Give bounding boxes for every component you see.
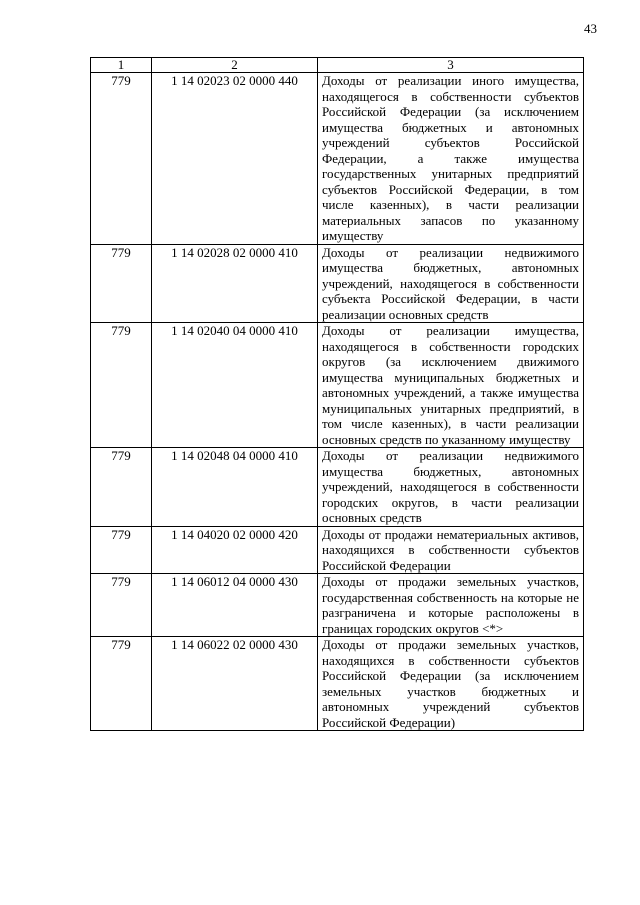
budget-classification-code-cell: 1 14 06022 02 0000 430 <box>152 637 318 731</box>
admin-code-cell: 779 <box>91 73 152 245</box>
revenue-name-cell: Доходы от реализации иного имущества, находящегося в собственности субъектов Российской Федерации (за исключением имущества бюджетных и автономных учреждений субъектов Российской Федерации, а также имущества государственных унитарных предприятий субъектов Российской Федерации, в том числе казенных), в части реализации материальных запасов по указанному имуществу <box>318 73 584 245</box>
table-row <box>91 448 584 527</box>
revenue-name-cell: Доходы от реализации имущества, находящегося в собственности городских округов (за исключением движимого имущества муниципальных бюджетных и автономных учреждений, а также имущества муниципальных унитарных предприятий, в том числе казенных), в части реализации основных средств по указанному имуществу <box>318 323 584 448</box>
table-row <box>91 526 584 574</box>
revenue-name-cell: Доходы от продажи нематериальных активов, находящихся в собственности субъектов Российской Федерации <box>318 526 584 574</box>
revenue-name-cell: Доходы от реализации недвижимого имущества бюджетных, автономных учреждений, находящегося в собственности субъекта Российской Федерации, в части реализации основных средств <box>318 244 584 323</box>
budget-classification-code-cell: 1 14 02023 02 0000 440 <box>152 73 318 245</box>
budget-classification-code-cell: 1 14 06012 04 0000 430 <box>152 574 318 637</box>
budget-classification-code-cell: 1 14 02048 04 0000 410 <box>152 448 318 527</box>
column-number-2: 2 <box>152 58 318 73</box>
admin-code-cell: 779 <box>91 323 152 448</box>
table-row <box>91 637 584 731</box>
budget-classification-code-cell: 1 14 04020 02 0000 420 <box>152 526 318 574</box>
table-row <box>91 323 584 448</box>
table-row <box>91 244 584 323</box>
page-number: 43 <box>584 21 597 36</box>
admin-code-cell: 779 <box>91 637 152 731</box>
budget-classification-code-cell: 1 14 02040 04 0000 410 <box>152 323 318 448</box>
admin-code-cell: 779 <box>91 526 152 574</box>
revenue-name-cell: Доходы от продажи земельных участков, находящихся в собственности субъектов Российской Федерации (за исключением земельных участков бюджетных и автономных учреждений субъектов Российской Федерации) <box>318 637 584 731</box>
admin-code-cell: 779 <box>91 448 152 527</box>
admin-code-cell: 779 <box>91 244 152 323</box>
table-row <box>91 73 584 245</box>
budget-classification-code-cell: 1 14 02028 02 0000 410 <box>152 244 318 323</box>
column-number-1: 1 <box>91 58 152 73</box>
column-number-3: 3 <box>318 58 584 73</box>
revenue-name-cell: Доходы от реализации недвижимого имущества бюджетных, автономных учреждений, находящегося в собственности городских округов, в части реализации основных средств <box>318 448 584 527</box>
admin-code-cell: 779 <box>91 574 152 637</box>
revenue-name-cell: Доходы от продажи земельных участков, государственная собственность на которые не разграничена и которые расположены в границах городских округов <*> <box>318 574 584 637</box>
table-header-row <box>91 58 584 73</box>
table-row <box>91 574 584 637</box>
budget-revenue-table <box>90 57 584 731</box>
